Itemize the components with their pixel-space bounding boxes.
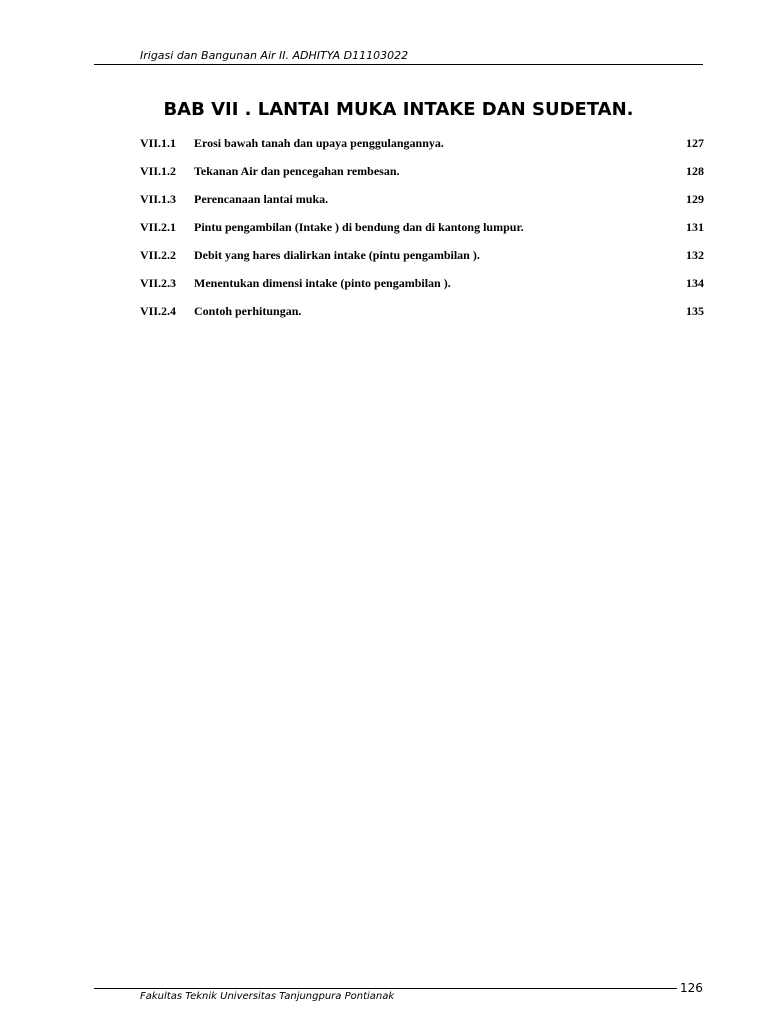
page-number: 126 [680, 981, 703, 995]
toc-page-number: 134 [686, 276, 704, 290]
header-divider [94, 64, 703, 65]
toc-entry [140, 134, 704, 162]
toc-section-number: VII.2.3 [140, 276, 177, 290]
toc-section-title: Tekanan Air dan pencegahan rembesan. [194, 164, 400, 178]
toc-page-number: 127 [686, 136, 704, 150]
toc-page-number: 128 [686, 164, 704, 178]
toc-page-number: 129 [686, 192, 704, 206]
toc-section-number: VII.2.4 [140, 304, 177, 318]
toc-section-title: Erosi bawah tanah dan upaya penggulangannya. [194, 136, 444, 150]
toc-page-number: 131 [686, 220, 704, 234]
running-footer: Fakultas Teknik Universitas Tanjungpura Pontianak [140, 991, 395, 1002]
toc-entry [140, 302, 704, 330]
toc-page-number: 135 [686, 304, 704, 318]
toc-section-title: Contoh perhitungan. [194, 304, 302, 318]
table-of-contents [140, 134, 704, 330]
toc-entry [140, 274, 704, 302]
toc-section-number: VII.2.2 [140, 248, 177, 262]
toc-section-number: VII.1.2 [140, 164, 177, 178]
toc-page-number: 132 [686, 248, 704, 262]
toc-section-number: VII.2.1 [140, 220, 177, 234]
toc-section-number: VII.1.3 [140, 192, 177, 206]
toc-section-title: Perencanaan lantai muka. [194, 192, 329, 206]
footer-divider [94, 988, 677, 989]
toc-section-title: Menentukan dimensi intake (pinto pengambilan ). [194, 276, 451, 290]
chapter-title: BAB VII . LANTAI MUKA INTAKE DAN SUDETAN. [163, 99, 634, 120]
toc-entry [140, 246, 704, 274]
toc-section-title: Pintu pengambilan (Intake ) di bendung dan di kantong lumpur. [194, 220, 524, 234]
running-header: Irigasi dan Bangunan Air II. ADHITYA D11103022 [140, 49, 409, 62]
toc-entry [140, 190, 704, 218]
toc-entry [140, 162, 704, 190]
toc-section-title: Debit yang hares dialirkan intake (pintu pengambilan ). [194, 248, 480, 262]
toc-entry [140, 218, 704, 246]
toc-section-number: VII.1.1 [140, 136, 177, 150]
